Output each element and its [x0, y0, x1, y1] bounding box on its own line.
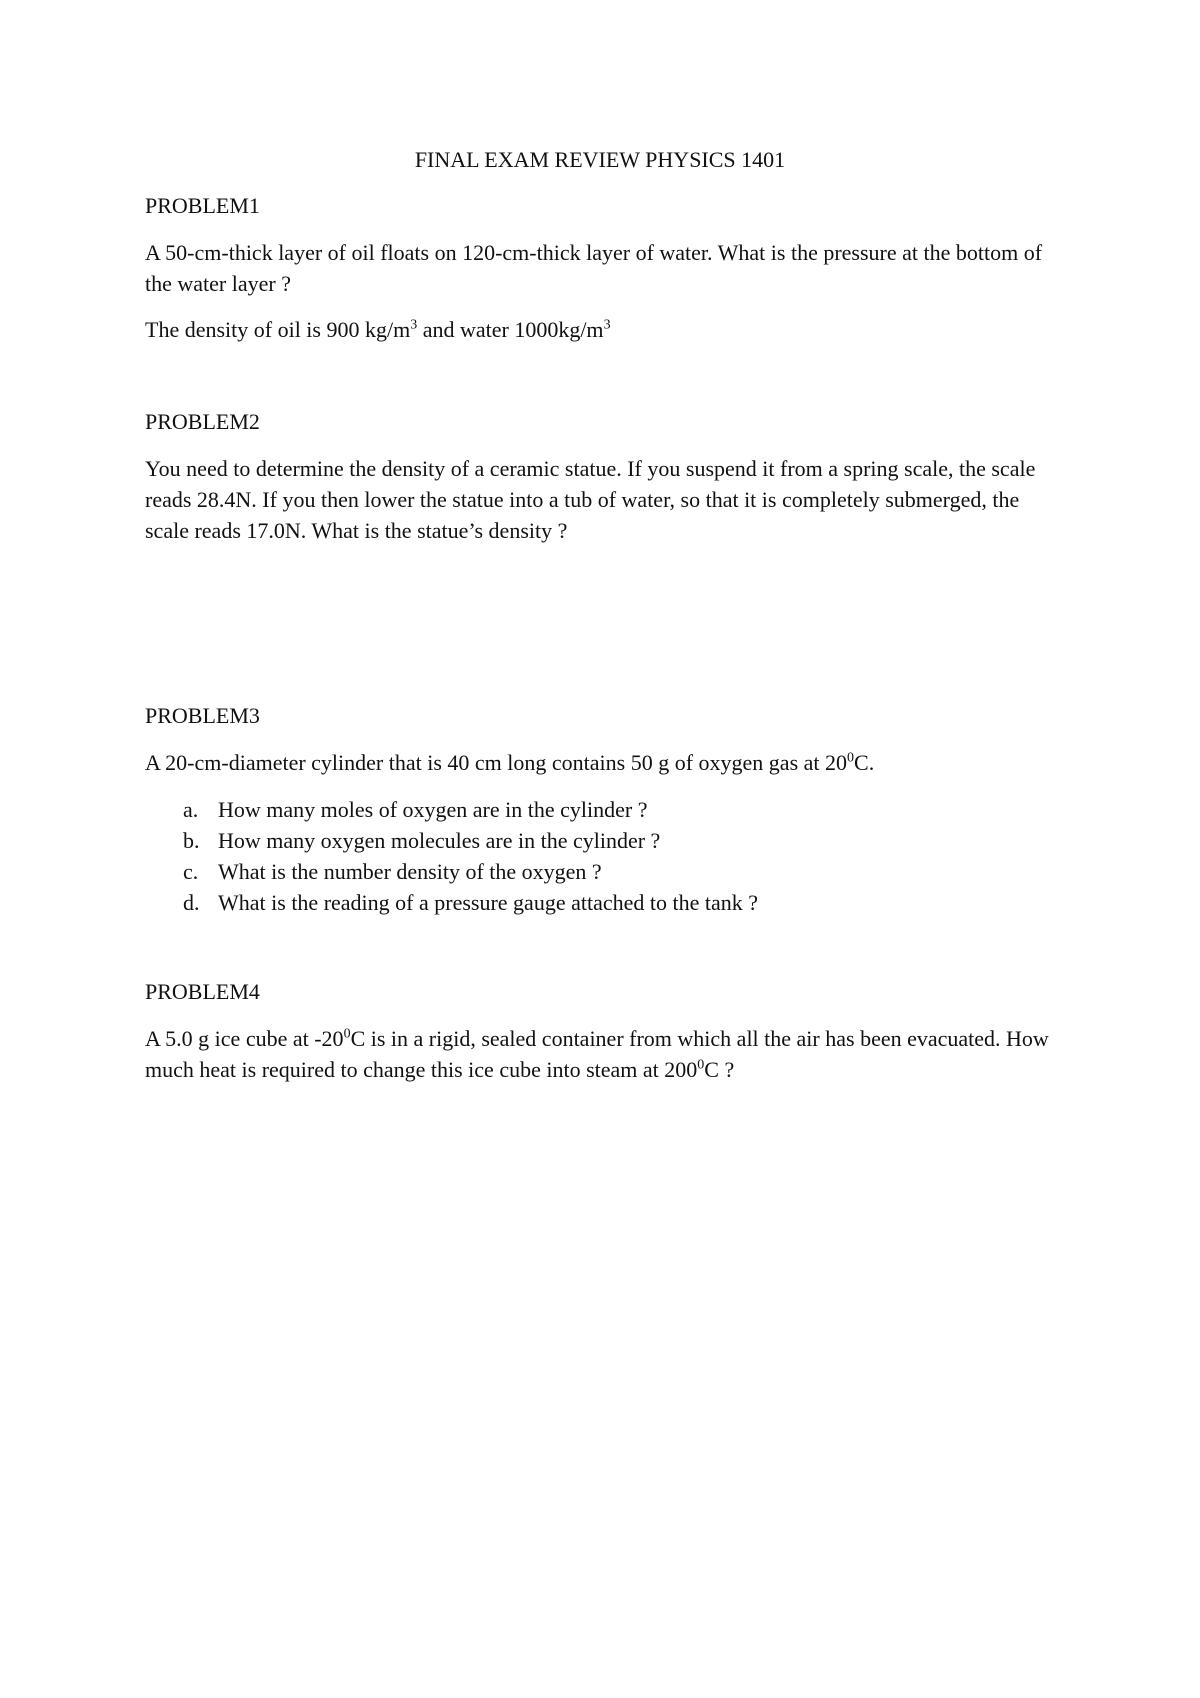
problem-3-list-block: [145, 794, 1065, 918]
list-item: [145, 856, 1065, 887]
problem-4-text-part: A 5.0 g ice cube at -20: [145, 1026, 344, 1051]
problem-4-text-part: C ?: [704, 1057, 735, 1082]
problem-2-text: You need to determine the density of a ceramic statue. If you suspend it from a spring scale, the scale reads 28.4N. If you then lower the statue into a tub of water, so that it is completely submerged, the scale reads 17.0N. What is the statue’s density ?: [145, 456, 1036, 543]
problem-1-density: [145, 314, 1065, 345]
problem-4-heading-block: [145, 976, 1065, 1007]
problem-2-heading-block: [145, 406, 1065, 437]
problem-1-text: A 50-cm-thick layer of oil floats on 120-cm-thick layer of water. What is the pressure at the bottom of the water layer ?: [145, 240, 1043, 296]
degree-superscript: 0: [697, 1057, 705, 1073]
density-middle: and water 1000kg/m: [417, 317, 604, 342]
problem-3-text-part: C.: [854, 750, 875, 775]
problem-3-heading: PROBLEM3: [145, 703, 260, 728]
density-exponent-oil: 3: [410, 317, 418, 333]
problem-1-density-block: [145, 314, 1065, 345]
list-item: [145, 887, 1065, 918]
density-exponent-water: 3: [603, 317, 611, 333]
list-marker: c.: [183, 859, 199, 884]
problem-4-text-part: C is in a rigid, sealed container from which all the air has been evacuated. How much heat is required to change this ice cube into steam at 200: [145, 1026, 1049, 1082]
page-title: FINAL EXAM REVIEW PHYSICS 1401: [414, 147, 786, 172]
problem-3-text-part: A 20-cm-diameter cylinder that is 40 cm long contains 50 g of oxygen gas at 20: [145, 750, 848, 775]
problem-1-heading-block: [145, 190, 1065, 221]
list-item: [145, 794, 1065, 825]
degree-superscript: 0: [343, 1026, 351, 1042]
degree-superscript: 0: [847, 750, 855, 766]
list-marker: d.: [183, 890, 200, 915]
problem-2-heading: PROBLEM2: [145, 409, 260, 434]
list-marker: a.: [183, 797, 199, 822]
problem-4-text: [145, 1023, 1065, 1085]
list-item: [145, 825, 1065, 856]
problem-2-text-block: [145, 453, 1065, 546]
density-prefix: The density of oil is 900 kg/m: [145, 317, 411, 342]
list-marker: b.: [183, 828, 200, 853]
problem-3-text-block: [145, 747, 1065, 778]
problem-3-text: [145, 747, 1065, 778]
problem-3-question-list: [145, 794, 1065, 918]
list-item-text: How many oxygen molecules are in the cylinder ?: [218, 828, 661, 853]
problem-4-text-block: [145, 1023, 1065, 1085]
problem-3-heading-block: [145, 700, 1065, 731]
list-item-text: How many moles of oxygen are in the cylinder ?: [218, 797, 648, 822]
problem-4-heading: PROBLEM4: [145, 979, 260, 1004]
list-item-text: What is the reading of a pressure gauge attached to the tank ?: [218, 890, 758, 915]
problem-1-heading: PROBLEM1: [145, 193, 260, 218]
problem-1-text-block: [145, 237, 1065, 299]
list-item-text: What is the number density of the oxygen ?: [218, 859, 602, 884]
